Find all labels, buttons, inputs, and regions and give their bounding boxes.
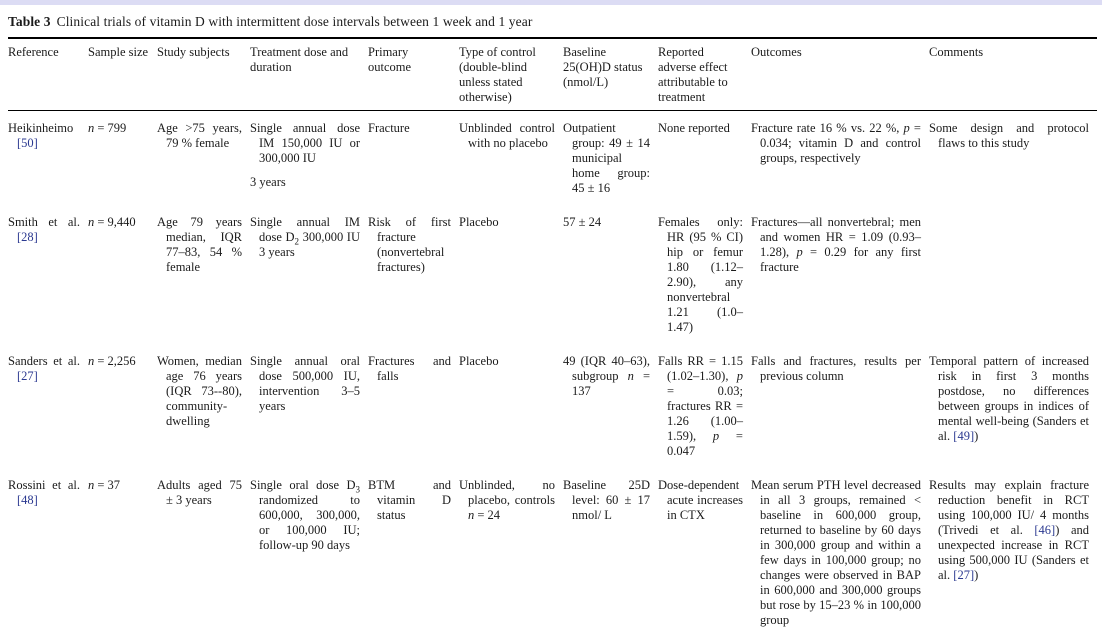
table-cell: 57 ± 24: [563, 205, 658, 344]
table-header-row: [8, 38, 1097, 111]
table-cell: Single annual IM dose $D_2$ 300,000 IU 3 years: [250, 205, 368, 344]
table-cell: [929, 205, 1097, 344]
column-header: Outcomes: [751, 38, 929, 111]
table-caption-text: Clinical trials of vitamin D with intermittent dose intervals between 1 week and 1 year: [57, 14, 533, 29]
table-cell: Rossini et al. [48]: [8, 468, 88, 637]
table-cell: Females only: HR (95 % CI) hip or femur 1.80 (1.12–2.90), any nonvertebral 1.21 (1.0–1.47): [658, 205, 751, 344]
table-row: [8, 111, 1097, 206]
table-cell: None reported: [658, 111, 751, 206]
table-caption: [8, 14, 1097, 30]
column-header: Comments: [929, 38, 1097, 111]
table-cell: Baseline 25D level: 60 ± 17 nmol/ L: [563, 468, 658, 637]
table-cell: n = 799: [88, 111, 157, 206]
citation-link[interactable]: [46]: [1034, 523, 1055, 537]
table-cell: n = 9,440: [88, 205, 157, 344]
table-cell: Sanders et al. [27]: [8, 344, 88, 468]
table-row: [8, 205, 1097, 344]
clinical-trials-table: [8, 37, 1097, 637]
table-cell: Unblinded, no placebo, controls n = 24: [459, 468, 563, 637]
table-cell: Unblinded control with no placebo: [459, 111, 563, 206]
table-cell: Fractures—all nonvertebral; men and women HR = 1.09 (0.93–1.28), p = 0.29 for any first fracture: [751, 205, 929, 344]
table-cell: Fractures and falls: [368, 344, 459, 468]
table-cell: Heikinheimo [50]: [8, 111, 88, 206]
table-cell: Some design and protocol flaws to this study: [929, 111, 1097, 206]
citation-link[interactable]: [50]: [17, 136, 38, 150]
table-cell: n = 37: [88, 468, 157, 637]
table-row: [8, 468, 1097, 637]
table-cell: Outpatient group: 49 ± 14 municipal home group: 45 ± 16: [563, 111, 658, 206]
citation-link[interactable]: [49]: [953, 429, 974, 443]
table-cell: BTM and vitamin D status: [368, 468, 459, 637]
table-cell: Fracture: [368, 111, 459, 206]
table-cell: Mean serum PTH level decreased in all 3 groups, remained < baseline in 600,000 group, returned to baseline by 60 days in 300,000 group and within a few days in 100,000 group; no changes were observed in BAP in 600,000 and 300,000 groups but rose by 15–23 % in 100,000 group: [751, 468, 929, 637]
table-cell: Falls RR = 1.15 (1.02–1.30), p = 0.03; fractures RR = 1.26 (1.00–1.59), p = 0.047: [658, 344, 751, 468]
table-label: Table 3: [8, 14, 51, 29]
column-header: Reference: [8, 38, 88, 111]
table-cell: Age 79 years median, IQR 77–83, 54 % female: [157, 205, 250, 344]
column-header: Sample size: [88, 38, 157, 111]
column-header: Reported adverse effect attributable to treatment: [658, 38, 751, 111]
table-cell: Placebo: [459, 205, 563, 344]
citation-link[interactable]: [27]: [17, 369, 38, 383]
table-cell: Results may explain fracture reduction benefit in RCT using 100,000 IU/ 4 months (Trivedi et al. [46]) and unexpected increase in RCT using 500,000 IU (Sanders et al. [27]): [929, 468, 1097, 637]
table-cell: n = 2,256: [88, 344, 157, 468]
table-cell: Single annual oral dose 500,000 IU, intervention 3–5 years: [250, 344, 368, 468]
table-cell: Fracture rate 16 % vs. 22 %, p = 0.034; vitamin D and control groups, respectively: [751, 111, 929, 206]
table-cell: Temporal pattern of increased risk in first 3 months postdose, no differences between groups in indices of mental well-being (Sanders et al. [49]): [929, 344, 1097, 468]
column-header: Primary outcome: [368, 38, 459, 111]
column-header: Baseline 25(OH)D status (nmol/L): [563, 38, 658, 111]
citation-link[interactable]: [28]: [17, 230, 38, 244]
table-cell: Single annual dose IM 150,000 IU or 300,000 IU 3 years: [250, 111, 368, 206]
table-cell: Risk of first fracture (nonvertebral fractures): [368, 205, 459, 344]
table-row: [8, 344, 1097, 468]
citation-link[interactable]: [27]: [953, 568, 974, 582]
column-header: Study subjects: [157, 38, 250, 111]
table-cell: Single oral dose $D_3$ randomized to 600,000, 300,000, or 100,000 IU; follow-up 90 days: [250, 468, 368, 637]
table-cell: Women, median age 76 years (IQR 73--80), community-dwelling: [157, 344, 250, 468]
paper-page: [0, 5, 1102, 637]
citation-link[interactable]: [48]: [17, 493, 38, 507]
table-cell: 49 (IQR 40–63), subgroup n = 137: [563, 344, 658, 468]
table-cell: Placebo: [459, 344, 563, 468]
column-header: Treatment dose and duration: [250, 38, 368, 111]
column-header: Type of control (double-blind unless stated otherwise): [459, 38, 563, 111]
table-cell: Adults aged 75 ± 3 years: [157, 468, 250, 637]
table-cell: Falls and fractures, results per previous column: [751, 344, 929, 468]
table-cell: Dose-dependent acute increases in CTX: [658, 468, 751, 637]
table-cell: Smith et al. [28]: [8, 205, 88, 344]
table-body: [8, 111, 1097, 637]
table-cell: Age >75 years, 79 % female: [157, 111, 250, 206]
